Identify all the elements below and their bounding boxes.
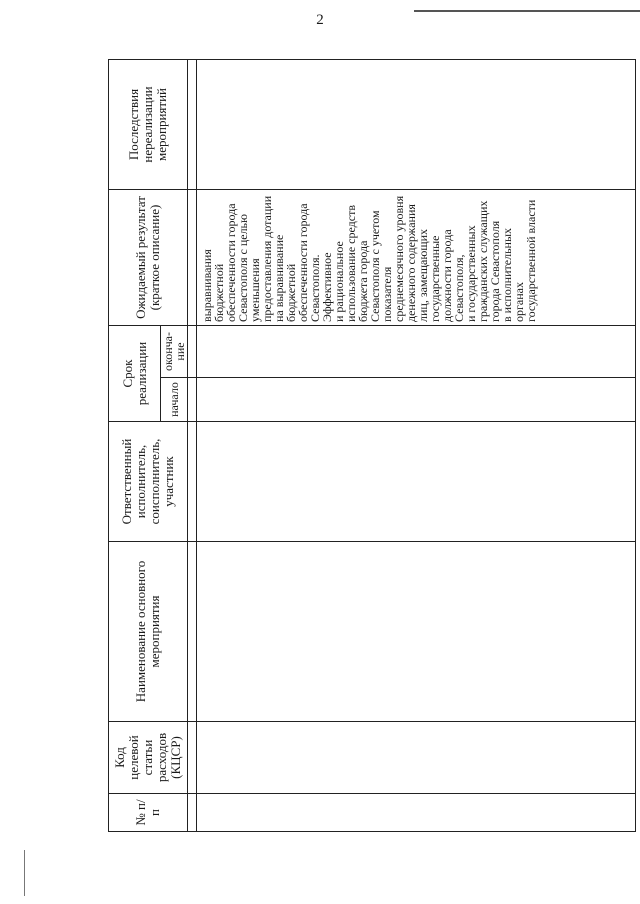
cell-responsible bbox=[197, 422, 636, 542]
cell-name bbox=[197, 542, 636, 722]
num-cell bbox=[188, 542, 197, 722]
left-margin-mark bbox=[24, 850, 25, 896]
header-responsible: Ответственный исполнитель, соисполнитель, участник bbox=[109, 422, 188, 542]
top-right-edge-line bbox=[414, 10, 640, 12]
result-line: лиц, замещающих bbox=[416, 228, 430, 322]
result-line: бюджетной bbox=[284, 263, 298, 322]
column-numbers-row bbox=[188, 60, 197, 832]
result-line: гражданских служащих bbox=[476, 200, 490, 322]
num-cell bbox=[188, 378, 197, 422]
cell-consequences bbox=[197, 60, 636, 190]
body-row bbox=[197, 60, 636, 832]
result-line: в исполнительных bbox=[500, 227, 514, 322]
result-line: денежного содержания bbox=[404, 204, 418, 322]
cell-end bbox=[197, 326, 636, 378]
result-line: среднемесячного уровня bbox=[392, 195, 406, 322]
result-line: Севастополя с целью bbox=[236, 214, 250, 322]
header-period: Срок реализации bbox=[109, 326, 161, 422]
page-number: 2 bbox=[316, 12, 324, 28]
result-line: обеспеченности города bbox=[296, 203, 310, 322]
result-line: государственные bbox=[428, 235, 442, 322]
cell-result bbox=[197, 190, 636, 326]
header-code: Код целевой статьи расходов (КЦСР) bbox=[109, 722, 188, 794]
result-line: и рациональное bbox=[332, 241, 346, 322]
result-line: уменьшения bbox=[248, 258, 262, 322]
result-line: Севастополя с учетом bbox=[368, 210, 382, 322]
result-line: обеспеченности города bbox=[224, 203, 238, 322]
result-line: органах bbox=[512, 282, 526, 322]
result-line: Севастополя. bbox=[308, 254, 322, 322]
num-cell bbox=[188, 190, 197, 326]
result-line: должности города bbox=[440, 229, 454, 322]
num-cell bbox=[188, 794, 197, 832]
result-line: предоставления дотации bbox=[260, 195, 274, 322]
result-line: выравнивания bbox=[200, 249, 214, 322]
header-result: Ожидаемый результат (краткое описание) bbox=[109, 190, 188, 326]
num-cell bbox=[188, 722, 197, 794]
num-cell bbox=[188, 326, 197, 378]
header-start: начало bbox=[161, 378, 188, 422]
result-line: Севастополя, bbox=[452, 254, 466, 322]
result-line: Эффективное bbox=[320, 252, 334, 322]
cell-num bbox=[197, 794, 636, 832]
result-line: бюджетной bbox=[212, 263, 226, 322]
result-line: использование средств bbox=[344, 205, 358, 322]
cell-code bbox=[197, 722, 636, 794]
header-name: Наименование основного мероприятия bbox=[109, 542, 188, 722]
num-cell bbox=[188, 60, 197, 190]
result-line: на выравнивание bbox=[272, 234, 286, 322]
num-cell bbox=[188, 422, 197, 542]
header-num: № п/п bbox=[109, 794, 188, 832]
header-consequences: Последствия нереализации мероприятий bbox=[109, 60, 188, 190]
measures-table bbox=[108, 59, 636, 832]
header-row bbox=[109, 60, 161, 832]
result-line: города Севастополя bbox=[488, 220, 502, 322]
rotated-table-wrapper bbox=[108, 60, 636, 832]
result-line: и государственных bbox=[464, 225, 478, 322]
header-end: оконча- ние bbox=[161, 326, 188, 378]
result-line: государственной власти bbox=[524, 199, 538, 322]
result-line: бюджета города bbox=[356, 240, 370, 322]
cell-start bbox=[197, 378, 636, 422]
result-line: показателя bbox=[380, 266, 394, 322]
